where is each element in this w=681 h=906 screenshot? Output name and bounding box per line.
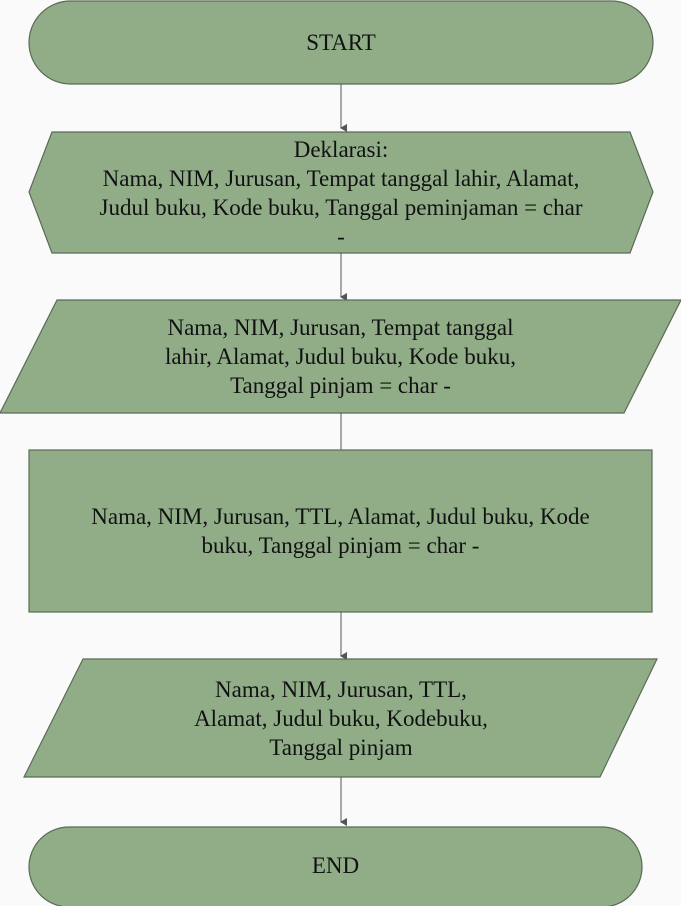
end-text: END — [311, 852, 360, 878]
output-line-2: Alamat, Judul buku, Kodebuku, — [194, 705, 488, 731]
input-line-3: Tanggal pinjam = char - — [230, 373, 451, 398]
input-label — [40, 300, 641, 413]
output-line-3: Tanggal pinjam — [269, 734, 413, 760]
start-text: START — [306, 30, 376, 55]
input-line-2: lahir, Alamat, Judul buku, Kode buku, — [164, 344, 517, 369]
declaration-line-1: Deklarasi: — [293, 136, 389, 162]
output-line-1: Nama, NIM, Jurusan, TTL, — [215, 676, 467, 702]
end-label — [29, 827, 642, 903]
input-line-1: Nama, NIM, Jurusan, Tempat tanggal — [167, 315, 514, 340]
process-line-2: buku, Tanggal pinjam = char - — [201, 533, 480, 558]
process-line-1: Nama, NIM, Jurusan, TTL, Alamat, Judul buku, Kode — [91, 504, 590, 529]
start-label — [29, 1, 653, 84]
declaration-line-4: - — [337, 223, 345, 249]
declaration-line-2: Nama, NIM, Jurusan, Tempat tanggal lahir, Alamat, — [102, 165, 580, 191]
process-label — [29, 450, 652, 612]
output-label — [54, 659, 628, 777]
declaration-line-3: Judul buku, Kode buku, Tanggal peminjaman = char — [99, 194, 583, 220]
declaration-label — [29, 130, 653, 255]
